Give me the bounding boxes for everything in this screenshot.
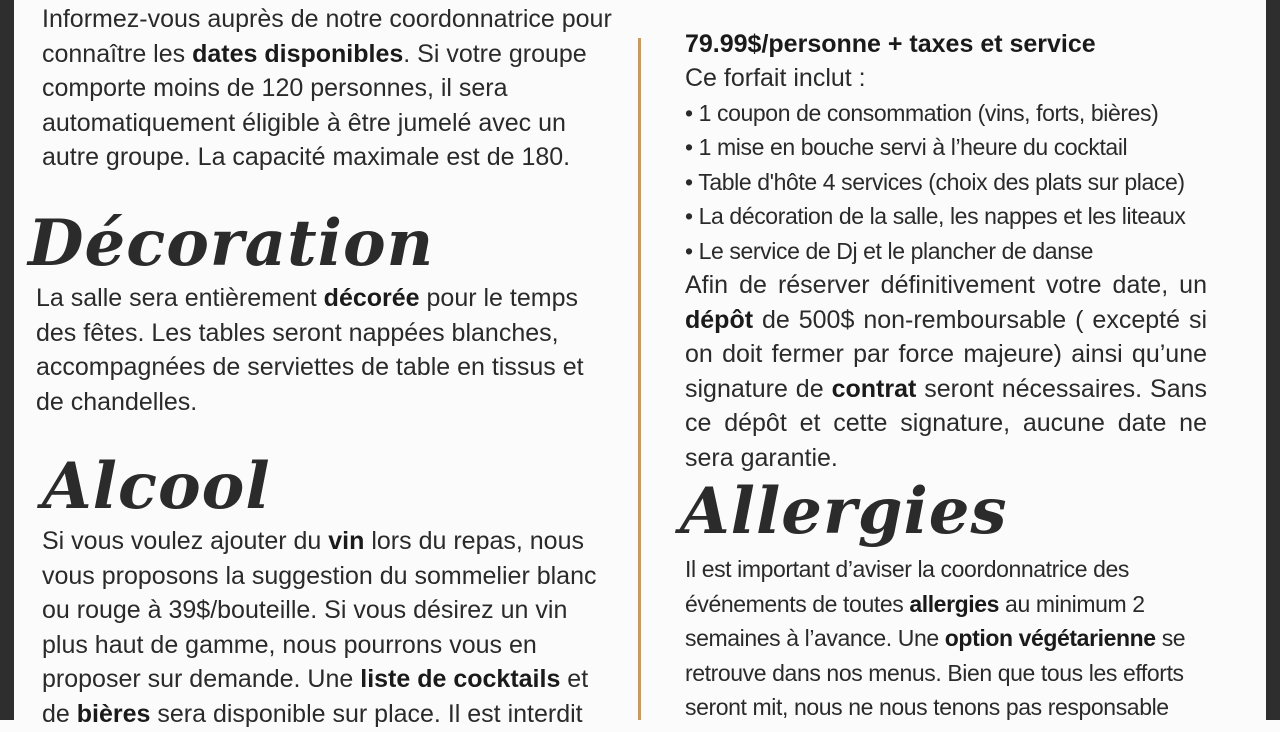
contrat-emphasis: contrat [831, 374, 917, 403]
left-column [0, 0, 630, 728]
allergies-paragraph: Il est important d’aviser la coordonnatrice des événements de toutes allergies au minimum 2 semaines à l’avance. Une option végétarienne se retrouve dans nos menus. Bien que tous les efforts seront mit, nous ne nous tenons pas responsable [685, 556, 1186, 721]
allergies-heading: Allergies [680, 474, 1008, 549]
vin-emphasis: vin [328, 527, 365, 555]
list-item: • La décoration de la salle, les nappes et les liteaux [685, 199, 1225, 234]
page-border-right [1266, 0, 1280, 720]
includes-label: Ce forfait inclut : [685, 64, 866, 92]
price-line: 79.99$/personne + taxes et service [685, 30, 1096, 58]
deposit-paragraph: Afin de réserver définitivement votre date, un dépôt de 500$ non-remboursable ( excepté si on doit fermer par force majeure) ainsi qu’une signature de contrat seront nécessaires. Sans ce dépôt et cette signature, aucune date ne sera garantie. [685, 271, 1207, 472]
cocktails-emphasis: liste de cocktails [360, 665, 561, 694]
decoration-heading: Décoration [28, 206, 435, 281]
column-divider [638, 38, 641, 720]
bieres-emphasis: bières [76, 699, 151, 728]
depot-emphasis: dépôt [685, 305, 754, 334]
dates-disponibles-emphasis: dates disponibles [192, 39, 404, 68]
right-column [680, 0, 1210, 721]
decoree-emphasis: décorée [323, 284, 420, 312]
intro-paragraph: Informez-vous auprès de notre coordonnatrice pour connaître les dates disponibles. Si votre groupe comporte moins de 120 personnes, il sera automatiquement éligible à être jumelé avec un autre groupe. La capacité maximale est de 180. [42, 5, 612, 172]
allergies-emphasis: allergies [909, 590, 1000, 617]
alcool-heading: Alcool [42, 449, 271, 524]
decoration-paragraph: La salle sera entièrement décorée pour le temps des fêtes. Les tables seront nappées blanches, accompagnées de serviettes de table en tissus et de chandelles. [36, 284, 584, 416]
option-vegetarienne-emphasis: option végétarienne [944, 625, 1156, 652]
list-item: • 1 mise en bouche servi à l’heure du cocktail [685, 130, 1225, 165]
list-item: • Table d'hôte 4 services (choix des plats sur place) [685, 165, 1225, 200]
list-item: • 1 coupon de consommation (vins, forts, bières) [685, 96, 1225, 131]
list-item: • Le service de Dj et le plancher de danse [685, 234, 1225, 269]
alcool-paragraph: Si vous voulez ajouter du vin lors du repas, nous vous proposons la suggestion du sommelier blanc ou rouge à 39$/bouteille. Si vous désirez un vin plus haut de gamme, nous pourrons vous en proposer sur demande. Une liste de cocktails et de bières sera disponible sur place. Il est interdit [42, 527, 597, 728]
